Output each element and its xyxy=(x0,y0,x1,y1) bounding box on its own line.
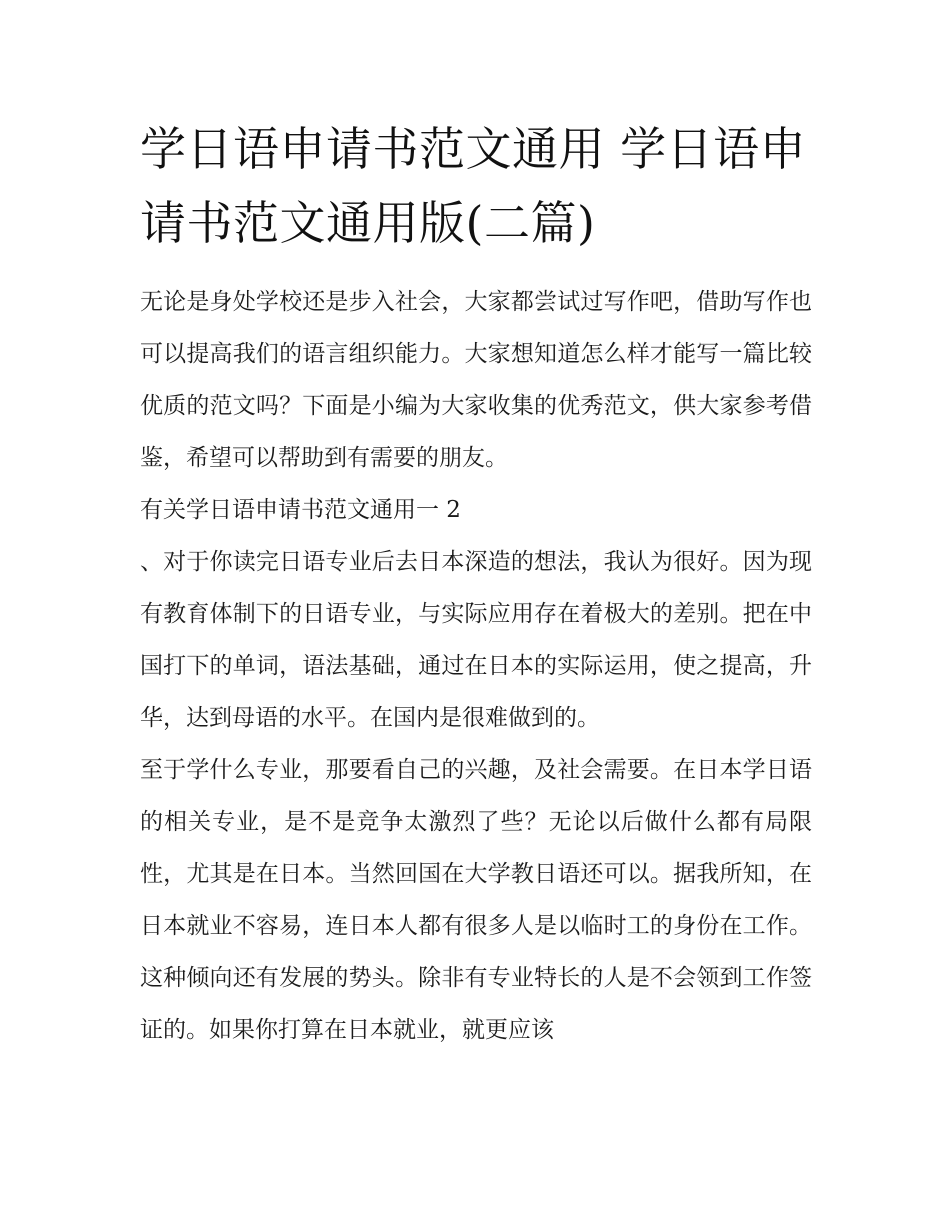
document-title: 学日语申请书范文通用 学日语申请书范文通用版(二篇) xyxy=(140,122,807,250)
document-body xyxy=(140,276,812,1056)
body-paragraph: 至于学什么专业，那要看自己的兴趣，及社会需要。在日本学日语的相关专业，是不是竞争太激烈了些？无论以后做什么都有局限性，尤其是在日本。当然回国在大学教日语还可以。据我所知，在日本就业不容易，连日本人都有很多人是以临时工的身份在工作。这种倾向还有发展的势头。除非有专业特长的人是不会领到工作签证的。如果你打算在日本就业，就更应该 xyxy=(140,757,812,1043)
intro-paragraph: 无论是身处学校还是步入社会，大家都尝试过写作吧，借助写作也可以提高我们的语言组织能力。大家想知道怎么样才能写一篇比较优质的范文吗？下面是小编为大家收集的优秀范文，供大家参考借鉴，希望可以帮助到有需要的朋友。 xyxy=(140,289,812,471)
section-heading: 有关学日语申请书范文通用一 2 xyxy=(140,497,461,523)
document-content xyxy=(140,112,812,1056)
body-paragraph: 、对于你读完日语专业后去日本深造的想法，我认为很好。因为现有教育体制下的日语专业，与实际应用存在着极大的差别。把在中国打下的单词，语法基础，通过在日本的实际运用，使之提高，升华，达到母语的水平。在国内是很难做到的。 xyxy=(140,549,812,731)
